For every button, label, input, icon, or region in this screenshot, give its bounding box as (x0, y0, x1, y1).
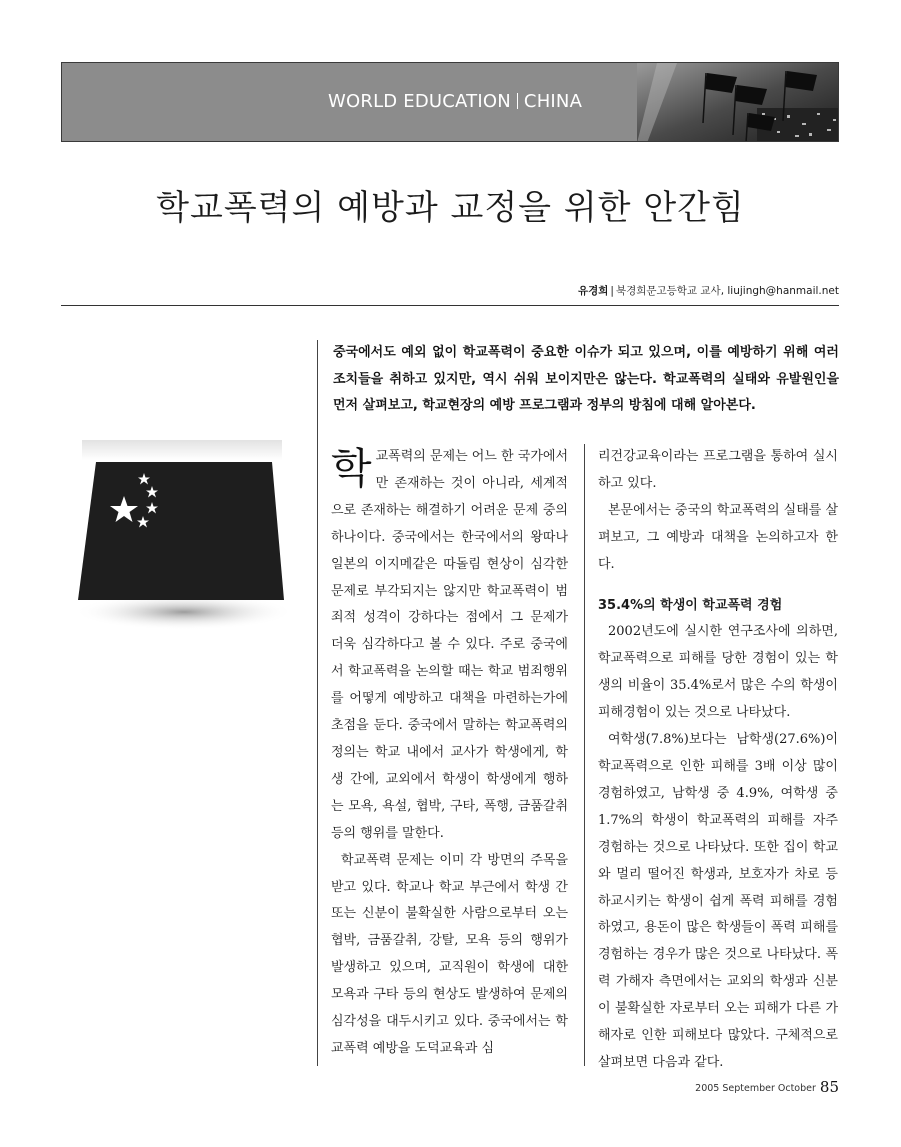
issue-date: 2005 September October (695, 1083, 816, 1094)
body-paragraph: 2002년도에 실시한 연구조사에 의하면, 학교폭력으로 피해를 당한 경험이 있는 학생의 비율이 35.4%로서 많은 수의 학생이 피해경험이 있는 것으로 나타났다. (598, 624, 838, 721)
page-number: 85 (819, 1078, 839, 1096)
china-flag-icon (72, 440, 292, 640)
banner-section: WORLD EDUCATION (328, 91, 511, 112)
article-title: 학교폭력의 예방과 교정을 위한 안간힘 (156, 188, 745, 228)
column-divider-middle (584, 444, 585, 1066)
banner-text (328, 91, 582, 112)
body-column-right (598, 444, 838, 1077)
paragraph-text: 교폭력의 문제는 어느 한 국가에서만 존재하는 것이 아니라, 세계적으로 존재하는 해결하기 어려운 문제 중의 하나이다. 중국에서는 한국에서의 왕따나 일본의 이지메같은 따돌림 현상이 심각한 문제로 부각되지는 않지만 학교폭력이 범죄적 성격이 강하다는 점에서 그 문제가 더욱 심각하다고 볼 수 있다. 주로 중국에서 학교폭력을 논의할 때는 학교 범죄행위를 어떻게 예방하고 대책을 마련하는가에 초점을 둔다. 중국에서 말하는 학교폭력의 정의는 학교 내에서 교사가 학생에게, 학생 간에, 교외에서 학생이 학생에게 행하는 모욕, 욕설, 협박, 구타, 폭행, 금품갈취 등의 행위를 말한다. (331, 449, 568, 841)
banner-region: CHINA (523, 91, 583, 112)
author-name: 유경희 (577, 285, 609, 297)
byline-separator: | (610, 285, 614, 297)
section-banner (61, 62, 839, 142)
banner-photo (637, 63, 839, 142)
body-paragraph (331, 444, 568, 848)
author-affiliation: 북경희문고등학교 교사, liujingh@hanmail.net (615, 285, 839, 297)
byline (578, 283, 839, 298)
banner-separator (517, 93, 518, 109)
body-column-left (331, 444, 568, 1063)
body-paragraph: 여학생(7.8%)보다는 남학생(27.6%)이 학교폭력으로 인한 피해를 3배 이상 많이 경험하였고, 남학생 중 4.9%, 여학생 중 1.7%의 학생이 학교폭력의 피해를 자주 경험하는 것으로 나타났다. 또한 집이 학교와 멀리 떨어진 학생과, 보호자가 차로 등하교시키는 학생이 쉽게 폭력 피해를 경험하였고, 용돈이 많은 학생들이 폭력 피해를 경험하는 경우가 많은 것으로 나타났다. 폭력 가해자 측면에서는 교외의 학생과 신분이 불확실한 자로부터 오는 피해가 다른 가해자로 인한 피해보다 많았다. 구체적으로 살펴보면 다음과 같다. (598, 732, 838, 1070)
body-paragraph: 학교폭력 문제는 이미 각 방면의 주목을 받고 있다. 학교나 학교 부근에서 학생 간 또는 신분이 불확실한 사람으로부터 오는 협박, 금품갈취, 강탈, 모욕 등의 행위가 발생하고 있으며, 교직원이 학생에 대한 모욕과 구타 등의 현상도 발생하여 문제의 심각성을 대두시키고 있다. 중국에서는 학교폭력 예방을 도덕교육과 심 (331, 852, 568, 1056)
section-subheading: 35.4%의 학생이 학교폭력 경험 (598, 597, 783, 613)
body-paragraph: 본문에서는 중국의 학교폭력의 실태를 살펴보고, 그 예방과 대책을 논의하고자 한다. (598, 502, 839, 572)
spacer (598, 579, 838, 593)
body-paragraph: 리건강교육이라는 프로그램을 통하여 실시하고 있다. (598, 449, 838, 491)
page-footer (695, 1078, 839, 1096)
column-divider-left (317, 340, 318, 1066)
header-rule (61, 305, 839, 306)
lead-paragraph: 중국에서도 예외 없이 학교폭력이 중요한 이슈가 되고 있으며, 이를 예방하기 위해 여러 조치들을 취하고 있지만, 역시 쉬워 보이지만은 않는다. 학교폭력의 실태와 유발원인을 먼저 살펴보고, 학교현장의 예방 프로그램과 정부의 방침에 대해 알아본다. (333, 345, 839, 413)
drop-cap: 학 (331, 444, 372, 493)
